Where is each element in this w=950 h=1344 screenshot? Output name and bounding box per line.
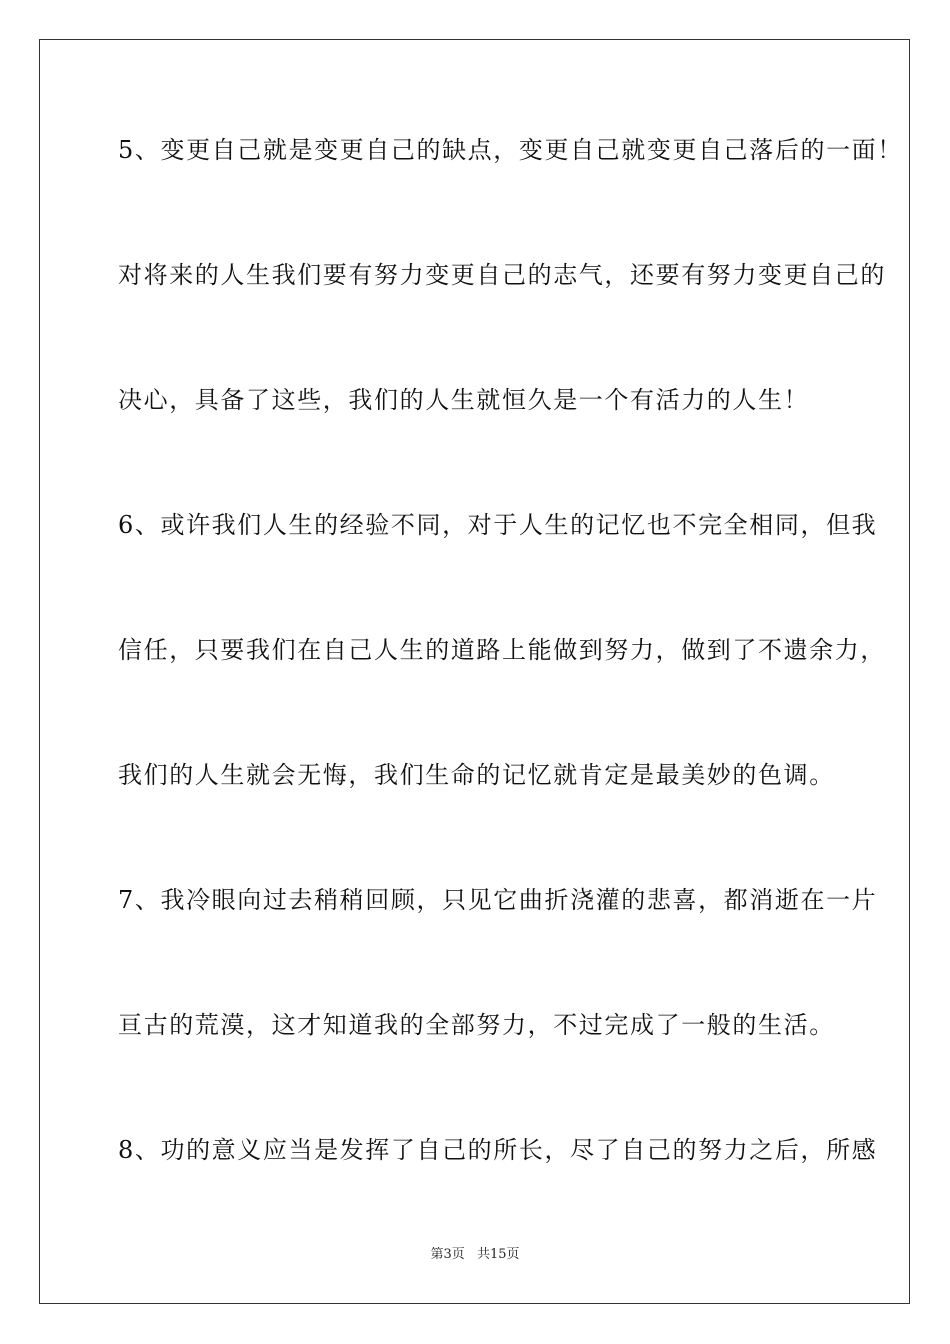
text-line: 6、或许我们人生的经验不同，对于人生的记忆也不完全相同，但我 (118, 511, 878, 539)
text-line: 信任，只要我们在自己人生的道路上能做到努力，做到了不遗余力， (118, 636, 886, 664)
text-line: 决心，具备了这些，我们的人生就恒久是一个有活力的人生！ (118, 386, 810, 414)
text-line: 我们的人生就会无悔，我们生命的记忆就肯定是最美妙的色调。 (118, 761, 835, 789)
page-footer (0, 1247, 950, 1263)
text-line: 对将来的人生我们要有努力变更自己的志气，还要有努力变更自己的 (118, 261, 886, 289)
text-line: 亘古的荒漠，这才知道我的全部努力，不过完成了一般的生活。 (118, 1011, 835, 1039)
current-page-number: 第3页 (430, 1247, 465, 1262)
text-line: 7、我冷眼向过去稍稍回顾，只见它曲折浇灌的悲喜，都消逝在一片 (118, 886, 878, 914)
total-page-count: 共15页 (476, 1247, 520, 1262)
text-line: 5、变更自己就是变更自己的缺点，变更自己就变更自己落后的一面！ (118, 136, 903, 164)
text-line: 8、功的意义应当是发挥了自己的所长，尽了自己的努力之后，所感 (118, 1136, 878, 1164)
page-border (39, 39, 910, 1304)
